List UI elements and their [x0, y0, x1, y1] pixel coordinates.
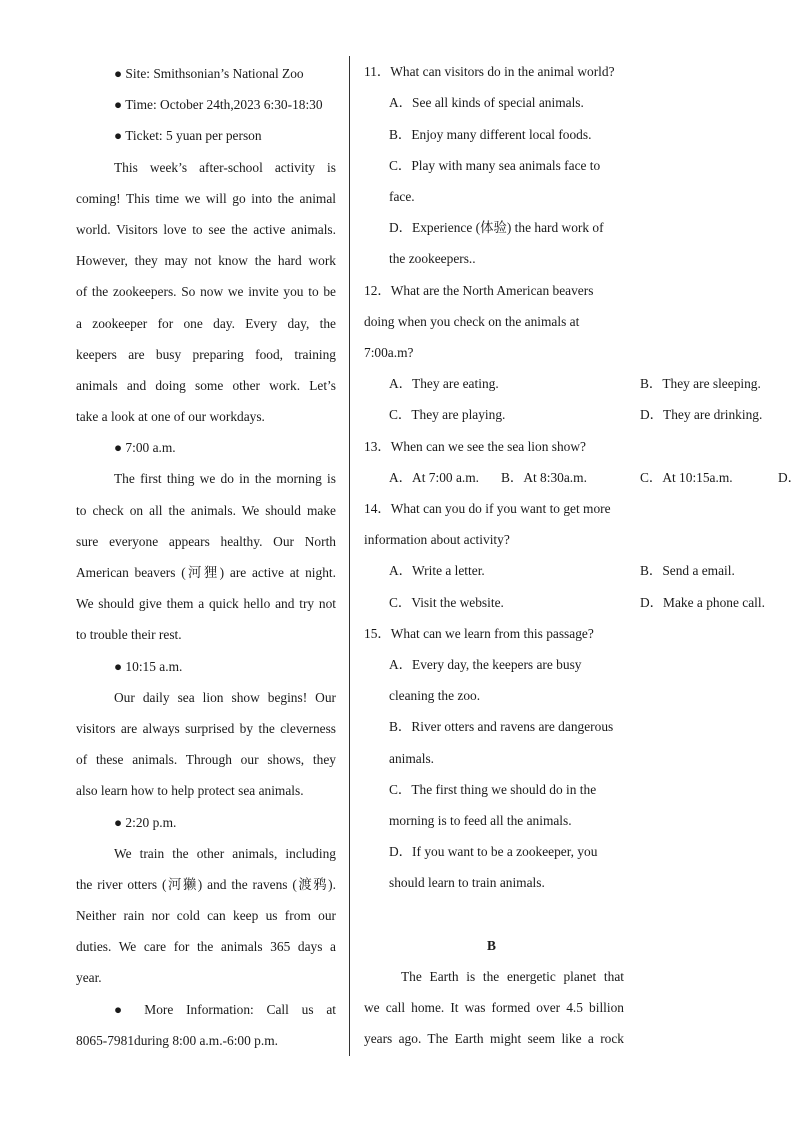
time-heading-7am: ● 7:00 a.m.	[114, 440, 176, 456]
passage-a-column	[76, 58, 336, 1056]
site-info: ● Site: Smithsonian’s National Zoo	[114, 66, 304, 81]
time-heading-1015am: ● 10:15 a.m.	[114, 658, 183, 674]
question-15-option-a-cont: cleaning the zoo.	[389, 688, 481, 703]
question-12-stem: 12．What are the North American beavers	[364, 283, 594, 298]
question-14-option-c[interactable]: C．Visit the website.	[389, 595, 504, 610]
question-11-option-c-cont: face.	[389, 189, 415, 204]
ticket-info: ● Ticket: 5 yuan per person	[114, 128, 262, 144]
question-11-option-a[interactable]: A．See all kinds of special animals.	[389, 95, 584, 110]
paragraph-line: However, they may not know the hard work	[76, 253, 336, 269]
time-info: ● Time: October 24th,2023 6:30-18:30	[114, 97, 323, 113]
question-15-option-d-cont: should learn to train animals.	[389, 875, 545, 890]
paragraph-line: sure everyone appears healthy. Our North	[76, 533, 336, 549]
paragraph-line: the river otters (河獭) and the ravens (渡鸦).	[76, 876, 336, 892]
question-12-option-a[interactable]: A．They are eating.	[389, 376, 499, 391]
question-14-stem-cont: information about activity?	[364, 532, 510, 547]
question-14-option-b[interactable]: B．Send a email.	[640, 563, 735, 578]
paragraph-line: visitors are always surprised by the cleverness	[76, 720, 336, 736]
question-14-stem: 14．What can you do if you want to get more	[364, 501, 611, 516]
paragraph-line: to check on all the animals. We should make	[76, 502, 336, 518]
question-12-option-d[interactable]: D．They are drinking.	[640, 407, 763, 422]
paragraph-line: year.	[76, 970, 102, 986]
question-13-stem: 13．When can we see the sea lion show?	[364, 439, 586, 454]
paragraph-line: The first thing we do in the morning is	[114, 471, 336, 487]
paragraph-line: duties. We care for the animals 365 days a	[76, 939, 336, 955]
question-12-option-b[interactable]: B．They are sleeping.	[640, 376, 761, 391]
paragraph-line: We train the other animals, including	[114, 845, 336, 861]
question-15-stem: 15．What can we learn from this passage?	[364, 626, 594, 641]
question-13-option-c[interactable]: C．At 10:15a.m.	[640, 470, 733, 485]
column-divider	[349, 56, 350, 1056]
section-b-heading: B	[487, 938, 496, 953]
question-15-option-b-cont: animals.	[389, 751, 434, 766]
question-13-option-a[interactable]: A．At 7:00 a.m.	[389, 470, 480, 485]
question-14-option-d[interactable]: D．Make a phone call.	[640, 595, 765, 610]
paragraph-line: to trouble their rest.	[76, 627, 182, 643]
question-13-option-b[interactable]: B．At 8:30a.m.	[501, 470, 587, 485]
question-11-option-b[interactable]: B．Enjoy many different local foods.	[389, 127, 592, 142]
paragraph-line: We should give them a quick hello and try not	[76, 596, 336, 612]
phone-info: 8065-7981during 8:00 a.m.-6:00 p.m.	[76, 1032, 278, 1048]
question-12-option-c[interactable]: C．They are playing.	[389, 407, 506, 422]
paragraph-line: keepers are busy preparing food, training	[76, 346, 336, 362]
passage-b-line: years ago. The Earth might seem like a rock	[364, 1031, 624, 1046]
question-15-option-b[interactable]: B．River otters and ravens are dangerous	[389, 719, 614, 734]
question-12-stem-cont: doing when you check on the animals at	[364, 314, 580, 329]
question-11-stem: 11．What can visitors do in the animal world?	[364, 64, 615, 79]
paragraph-line: take a look at one of our workdays.	[76, 409, 265, 425]
more-info: ● More Information: Call us at	[114, 1001, 336, 1017]
passage-b-line: we call home. It was formed over 4.5 billion	[364, 1000, 624, 1015]
question-15-option-a[interactable]: A．Every day, the keepers are busy	[389, 657, 582, 672]
question-11-option-c[interactable]: C．Play with many sea animals face to	[389, 158, 601, 173]
paragraph-line: of these animals. Through our shows, they	[76, 752, 336, 768]
paragraph-line: also learn how to help protect sea animals.	[76, 783, 304, 799]
paragraph-line: of the zookeepers. So now we invite you to be	[76, 284, 336, 300]
paragraph-line: This week’s after-school activity is	[114, 159, 336, 175]
question-11-option-d[interactable]: D．Experience (体验) the hard work of	[389, 220, 604, 235]
paragraph-line: coming! This time we will go into the animal	[76, 190, 336, 206]
paragraph-line: American beavers (河狸) are active at night.	[76, 565, 336, 580]
paragraph-line: world. Visitors love to see the active animals.	[76, 221, 336, 237]
time-heading-220pm: ● 2:20 p.m.	[114, 814, 177, 830]
question-15-option-c-cont: morning is to feed all the animals.	[389, 813, 572, 828]
question-11-option-d-cont: the zookeepers..	[389, 251, 476, 266]
question-14-option-a[interactable]: A．Write a letter.	[389, 563, 485, 578]
question-15-option-c[interactable]: C．The first thing we should do in the	[389, 782, 597, 797]
passage-b-line: The Earth is the energetic planet that	[401, 969, 624, 984]
paragraph-line: a zookeeper for one day. Every day, the	[76, 315, 336, 331]
paragraph-line: animals and doing some other work. Let’s	[76, 377, 336, 393]
paragraph-line: Our daily sea lion show begins! Our	[114, 689, 336, 705]
question-13-option-d[interactable]: D．	[778, 470, 801, 485]
question-12-stem-cont: 7:00a.m?	[364, 345, 414, 360]
paragraph-line: Neither rain nor cold can keep us from our	[76, 908, 336, 924]
question-15-option-d[interactable]: D．If you want to be a zookeeper, you	[389, 844, 598, 859]
